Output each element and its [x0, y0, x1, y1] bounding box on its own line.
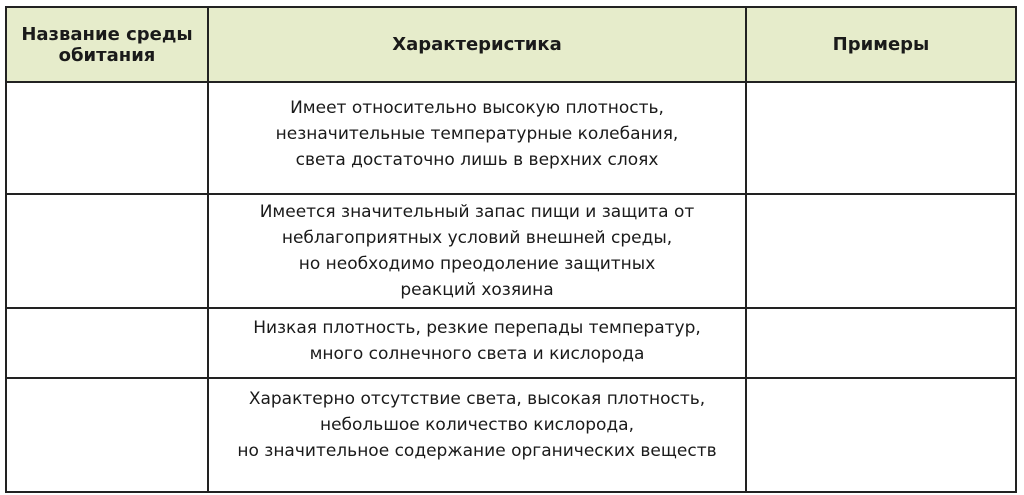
- characteristic-cell: Характерно отсутствие света, высокая плотность, небольшое количество кислорода, но значительное содержание органических веществ: [208, 378, 746, 492]
- habitat-cell[interactable]: [6, 194, 208, 308]
- table-header-row: [6, 7, 1016, 82]
- table-row: [6, 82, 1016, 194]
- habitat-table: [5, 6, 1017, 493]
- examples-cell[interactable]: [746, 308, 1016, 378]
- table-row: [6, 378, 1016, 492]
- header-examples: Примеры: [746, 7, 1016, 82]
- characteristic-cell: Имеется значительный запас пищи и защита от неблагоприятных условий внешней среды, но необходимо преодоление защитных реакций хозяина: [208, 194, 746, 308]
- header-habitat-name: Название среды обитания: [6, 7, 208, 82]
- table-row: [6, 194, 1016, 308]
- characteristic-cell: Имеет относительно высокую плотность, незначительные температурные колебания, света достаточно лишь в верхних слоях: [208, 82, 746, 194]
- examples-cell[interactable]: [746, 378, 1016, 492]
- habitat-cell[interactable]: [6, 308, 208, 378]
- table-row: [6, 308, 1016, 378]
- header-characteristic: Характеристика: [208, 7, 746, 82]
- characteristic-cell: Низкая плотность, резкие перепады температур, много солнечного света и кислорода: [208, 308, 746, 378]
- habitat-cell[interactable]: [6, 82, 208, 194]
- habitat-cell[interactable]: [6, 378, 208, 492]
- examples-cell[interactable]: [746, 82, 1016, 194]
- examples-cell[interactable]: [746, 194, 1016, 308]
